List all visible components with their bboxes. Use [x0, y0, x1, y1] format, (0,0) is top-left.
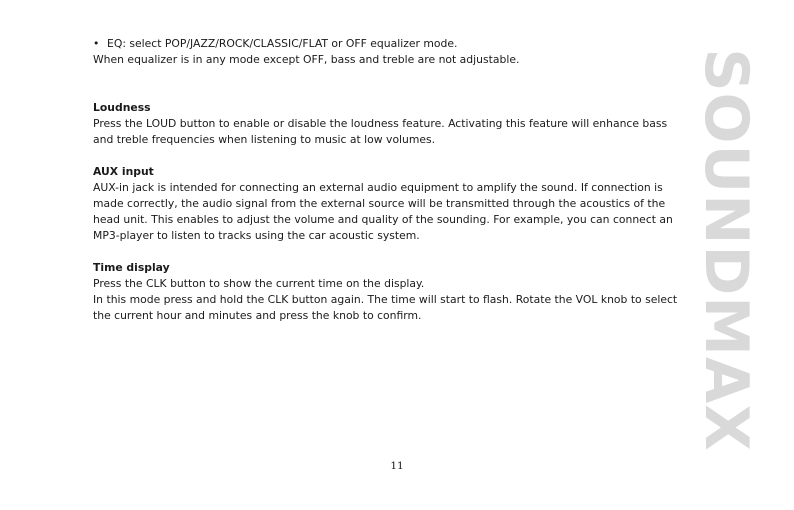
brand-watermark	[691, 42, 761, 458]
eq-line-2: When equalizer is in any mode except OFF, bass and treble are not adjustable.	[93, 53, 520, 66]
spacer	[93, 244, 703, 260]
page-number: 11	[390, 460, 404, 472]
time-display-section	[93, 260, 703, 324]
aux-heading: AUX input	[93, 165, 154, 178]
aux-section	[93, 164, 703, 244]
aux-line-4: MP3-player to listen to tracks using the car acoustic system.	[93, 229, 420, 242]
spacer	[93, 148, 703, 164]
loudness-heading: Loudness	[93, 101, 151, 114]
eq-line-1: EQ: select POP/JAZZ/ROCK/CLASSIC/FLAT or OFF equalizer mode.	[107, 37, 458, 50]
time-display-line-1: Press the CLK button to show the current time on the display.	[93, 277, 425, 290]
time-display-line-3: the current hour and minutes and press the knob to confirm.	[93, 309, 422, 322]
page-content	[93, 36, 703, 324]
loudness-section	[93, 100, 703, 148]
aux-line-1: AUX-in jack is intended for connecting an external audio equipment to amplify the sound. If connection is	[93, 181, 663, 194]
eq-bullet-line	[93, 36, 703, 52]
aux-line-3: head unit. This enables to adjust the volume and quality of the sounding. For example, you can connect an	[93, 213, 673, 226]
bullet-icon: •	[93, 37, 100, 50]
spacer	[93, 68, 703, 100]
eq-section	[93, 36, 703, 68]
aux-line-2: made correctly, the audio signal from the external source will be transmitted through the acoustics of the	[93, 197, 666, 210]
time-display-heading: Time display	[93, 261, 170, 274]
brand-logo-text: SOUNDMAX	[691, 48, 761, 452]
time-display-line-2: In this mode press and hold the CLK button again. The time will start to flash. Rotate the VOL knob to select	[93, 293, 678, 306]
loudness-line-2: and treble frequencies when listening to music at low volumes.	[93, 133, 436, 146]
loudness-line-1: Press the LOUD button to enable or disable the loudness feature. Activating this feature will enhance bass	[93, 117, 668, 130]
